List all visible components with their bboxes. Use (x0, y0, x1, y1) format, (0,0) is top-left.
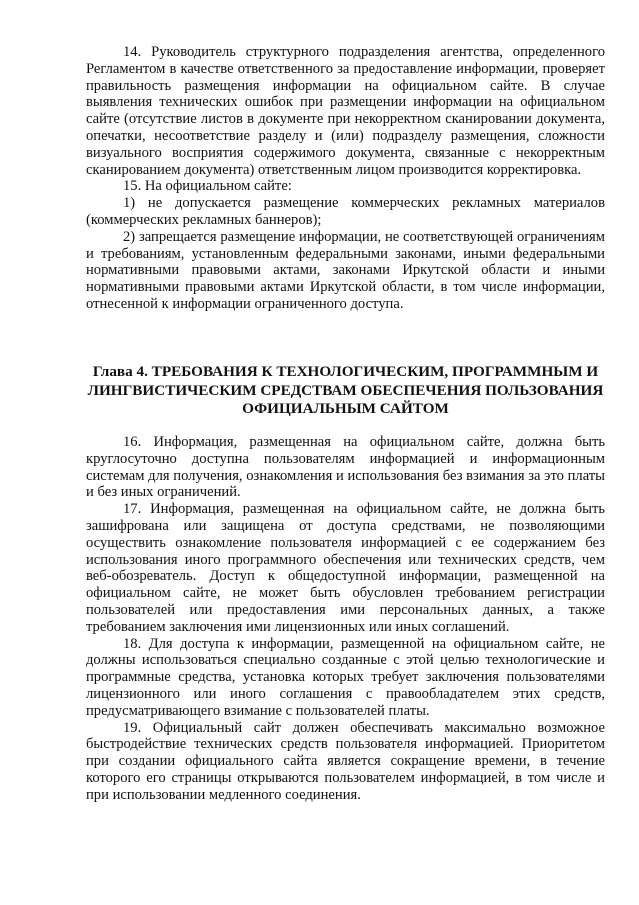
chapter-heading-line-3: ОФИЦИАЛЬНЫМ САЙТОМ (242, 400, 449, 417)
paragraph-16: 16. Информация, размещенная на официальном сайте, должна быть круглосуточно доступна пользователям информацией и информационным системам для получения, ознакомления и использования без взимания за это платы и без иных ограничений. (86, 434, 605, 501)
paragraph-15: 15. На официальном сайте: (123, 178, 292, 195)
paragraph-14: 14. Руководитель структурного подразделения агентства, определенного Регламентом в качестве ответственного за предоставление информации, проверяет правильность размещения информации на официальном сайте. В случае выявления технических ошибок при размещении информации на официальном сайте (отсутствие листов в документе при некорректном сканировании документа, опечатки, несоответствие разделу и (или) подразделу размещения, сложности визуального восприятия содержимого документа, связанные с некорректным сканированием документа) ответственным лицом производится корректировка. (86, 44, 605, 178)
chapter-heading-line-1: Глава 4. ТРЕБОВАНИЯ К ТЕХНОЛОГИЧЕСКИМ, ПРОГРАММНЫМ И (92, 363, 599, 380)
chapter-heading (86, 363, 605, 419)
paragraph-15-item-2: 2) запрещается размещение информации, не соответствующей ограничениям и требованиям, установленным федеральными законами, иными федеральными нормативными правовыми актами, законами Иркутской области и иными нормативными правовыми актами Иркутской области, в том числе информации, отнесенной к информации ограниченного доступа. (86, 228, 605, 312)
paragraph-block-bottom (86, 434, 605, 804)
paragraph-17: 17. Информация, размещенная на официальном сайте, не должна быть зашифрована или защищена от доступа средствами, не позволяющими осуществить ознакомление пользователя информацией с ее содержанием без использования иного программного обеспечения или технических средств, чем веб-обозреватель. Доступ к общедоступной информации, размещенной на официальном сайте, не может быть обусловлен требованием регистрации пользователей или предоставления ими персональных данных, а также требованием заключения ими лицензионных или иных соглашений. (86, 501, 605, 635)
paragraph-18: 18. Для доступа к информации, размещенной на официальном сайте, не должны использоваться специально созданные с этой целью технологические и программные средства, установка которых требует заключения пользователями лицензионного или иного соглашения с правообладателем этих средств, предусматривающего взимание с пользователей платы. (86, 635, 605, 719)
paragraph-19: 19. Официальный сайт должен обеспечивать максимально возможное быстродействие технических средств пользователя информацией. Приоритетом при создании официального сайта является сокращение времени, в течение которого его страницы открываются пользователем информацией, в том числе и при использовании медленного соединения. (86, 719, 605, 803)
chapter-heading-line-2: ЛИНГВИСТИЧЕСКИМ СРЕДСТВАМ ОБЕСПЕЧЕНИЯ ПОЛЬЗОВАНИЯ (87, 381, 604, 399)
paragraph-block-top (86, 44, 605, 313)
paragraph-15-item-1: 1) не допускается размещение коммерческих рекламных материалов (коммерческих рекламных баннеров); (86, 195, 605, 228)
